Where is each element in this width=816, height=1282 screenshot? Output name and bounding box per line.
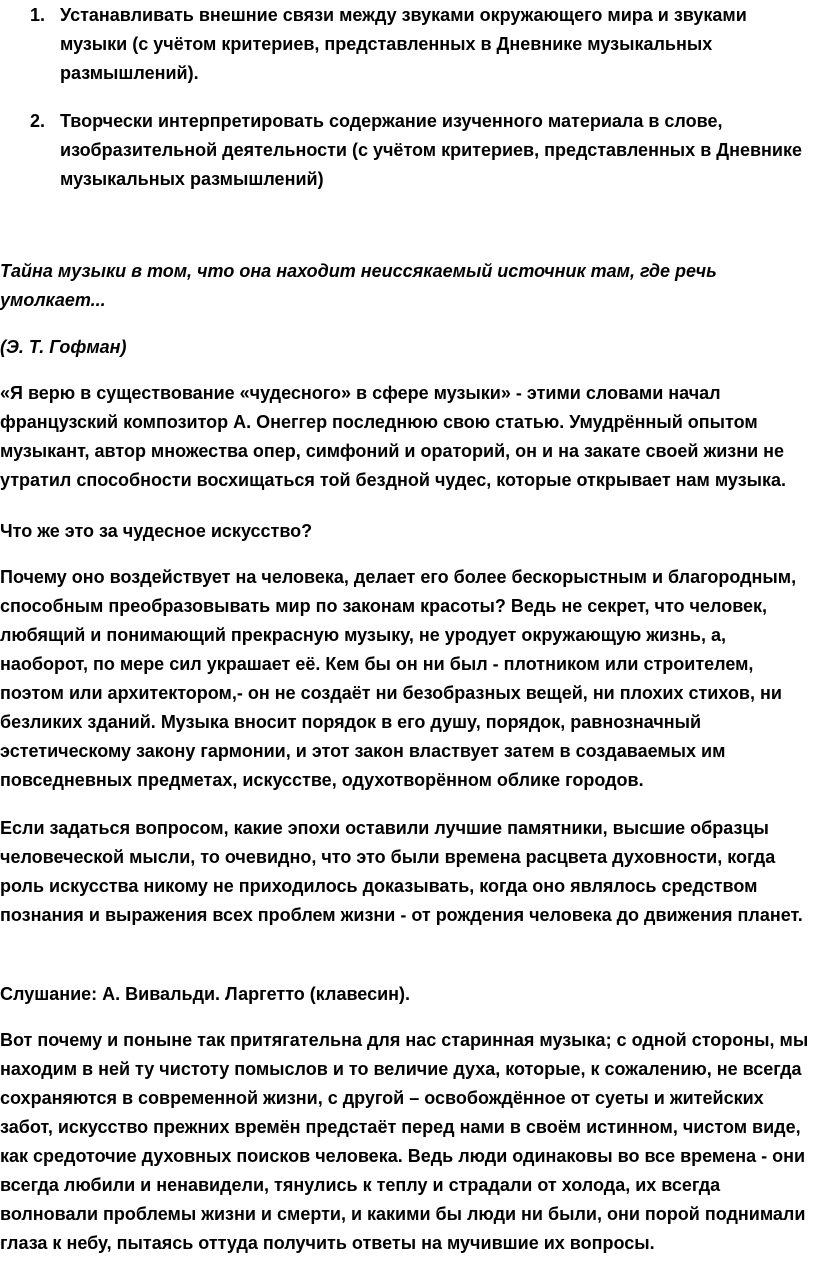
paragraph: Если задаться вопросом, какие эпохи оставили лучшие памятники, высшие образцы человеческой мысли, то очевидно, что это были времена расцвета духовности, когда роль искусства никому не приходилось доказывать, когда оно являлось средством познания и выражения всех проблем жизни - от рождения человека до движения планет. (0, 818, 803, 925)
epigraph-quote: Тайна музыки в том, что она находит неиссякаемый источник там, где речь умолкает... (0, 261, 717, 310)
list-item-text: Устанавливать внешние связи между звуками окружающего мира и звуками музыки (с учётом критериев, представленных в Дневнике музыкальных размышлений). (60, 5, 747, 83)
paragraph: Слушание: А. Вивальди. Ларгетто (клавесин). (0, 984, 411, 1004)
list-item (0, 1, 812, 88)
list-item-text: Творчески интерпретировать содержание изученного материала в слове, изобразительной деятельности (с учётом критериев, представленных в Дневнике музыкальных размышлений) (60, 111, 802, 189)
list-item (0, 107, 812, 194)
paragraph: «Я верю в существование «чудесного» в сфере музыки» - этими словами начал французский композитор А. Онеггер последнюю свою статью. Умудрённый опытом музыкант, автор множества опер, симфоний и ораторий, он и на закате своей жизни не утратил способности восхищаться той бездной чудес, которые открывает нам музыка. (0, 383, 787, 490)
epigraph-author: (Э. Т. Гофман) (0, 337, 127, 357)
list-item-number: 1. (30, 5, 46, 25)
list-item-number: 2. (30, 111, 46, 131)
paragraph: Почему оно воздействует на человека, делает его более бескорыстным и благородным, способным преобразовывать мир по законам красоты? Ведь не секрет, что человек, любящий и понимающий прекрасную музыку, не уродует окружающую жизнь, а, наоборот, по мере сил украшает её. Кем бы он ни был - плотником или строителем, поэтом или архитектором,- он не создаёт ни безобразных вещей, ни плохих стихов, ни безликих зданий. Музыка вносит порядок в его душу, порядок, равнозначный эстетическому закону гармонии, и этот закон властвует затем в создаваемых им повседневных предметах, искусстве, одухотворённом облике городов. (0, 567, 797, 790)
paragraph: Что же это за чудесное искусство? (0, 521, 313, 541)
paragraph: Вот почему и поныне так притягательна для нас старинная музыка; с одной стороны, мы находим в ней ту чистоту помыслов и то величие духа, которые, к сожалению, не всегда сохраняются в современной жизни, с другой – освобождённое от суеты и житейских забот, искусство прежних времён предстаёт перед нами в своём истинном, чистом виде, как средоточие духовных поисков человека. Ведь люди одинаковы во все времена - они всегда любили и ненавидели, тянулись к теплу и страдали от холода, их всегда волновали проблемы жизни и смерти, и какими бы люди ни были, они порой поднимали глаза к небу, пытаясь оттуда получить ответы на мучившие их вопросы. (0, 1030, 809, 1253)
